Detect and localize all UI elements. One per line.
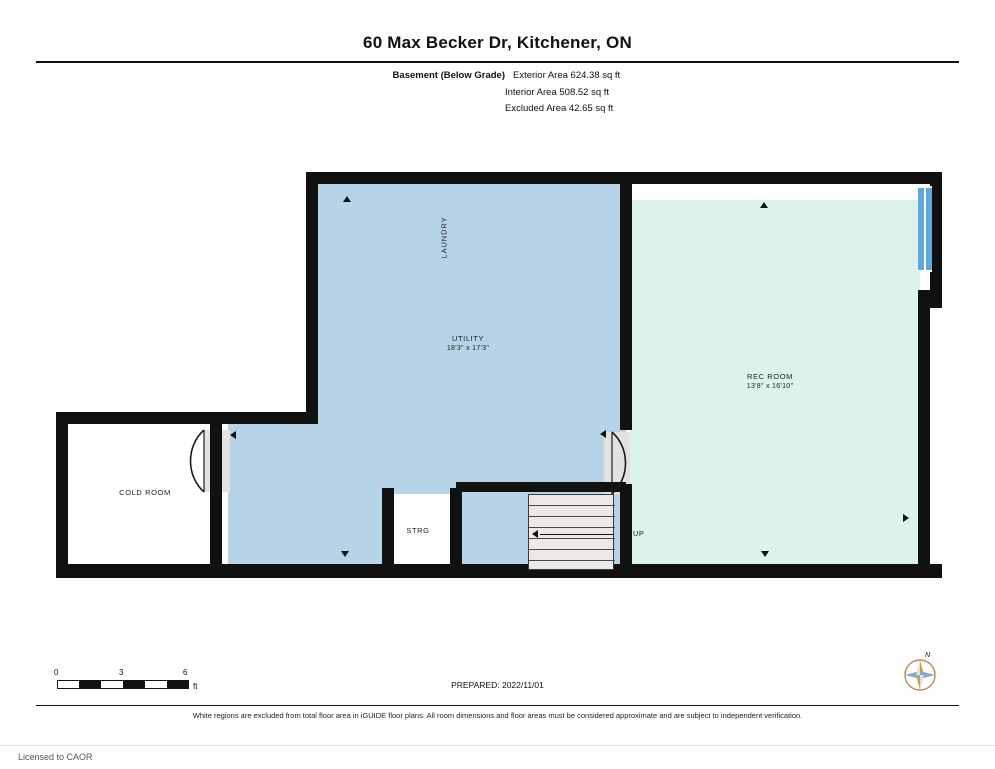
direction-arrow	[343, 196, 351, 202]
utility-dimensions: 18'3" x 17'3"	[446, 345, 490, 352]
room-label-utility	[408, 334, 528, 354]
disclaimer-text: White regions are excluded from total floor area in iGUIDE floor plans. All room dimensions and floor areas must be considered approximate and are subject to independent verification.	[192, 711, 803, 720]
room-label-rec-room	[710, 372, 830, 392]
scale-tick-3: 3	[119, 668, 124, 677]
interior-area: Interior Area 508.52 sq ft	[505, 86, 610, 98]
area-row	[300, 68, 820, 85]
window-line	[924, 186, 926, 272]
direction-arrow	[341, 551, 349, 557]
direction-arrow	[600, 430, 606, 438]
wall-left-top	[56, 412, 318, 424]
rec-room-dimensions: 13'8" x 16'10"	[746, 383, 794, 390]
area-summary	[300, 68, 820, 118]
room-label-laundry: LAUNDRY	[439, 216, 449, 259]
title-divider	[36, 61, 959, 63]
rec-room-name: REC ROOM	[746, 372, 794, 381]
staircase	[528, 494, 614, 570]
area-row	[300, 85, 820, 102]
direction-arrow	[761, 551, 769, 557]
spacer	[300, 101, 505, 118]
direction-arrow	[903, 514, 909, 522]
wall-left	[56, 412, 68, 578]
cold-room-door-icon	[186, 426, 232, 496]
rec-room-door-icon	[584, 428, 630, 498]
stairs-up-label: UP	[633, 529, 645, 538]
wall-bottom	[56, 564, 942, 578]
scale-tick-6: 6	[183, 668, 188, 677]
wall-strg-right	[450, 488, 462, 578]
window-line	[918, 270, 932, 272]
stair-direction-arrow	[532, 530, 538, 538]
wall-utility-left	[306, 172, 318, 424]
room-label-cold-room: COLD ROOM	[119, 488, 171, 497]
floor-plan-drawing	[0, 150, 995, 610]
compass-icon	[900, 655, 940, 695]
wall-utility-right	[620, 172, 632, 430]
scale-tick-0: 0	[54, 668, 59, 677]
stair-direction-line	[540, 534, 614, 535]
disclaimer-divider	[36, 705, 959, 706]
scale-unit-label: ft	[193, 682, 198, 691]
page-title: 60 Max Becker Dr, Kitchener, ON	[363, 33, 632, 52]
area-row	[300, 101, 820, 118]
excluded-area: Excluded Area 42.65 sq ft	[505, 103, 614, 114]
spacer	[300, 85, 505, 102]
room-label-strg: STRG	[406, 526, 430, 535]
utility-name: UTILITY	[451, 334, 485, 343]
wall-right-lower	[918, 290, 930, 576]
license-text: Licensed to CAOR	[18, 752, 93, 762]
compass-north-label: N	[925, 652, 931, 659]
direction-arrow	[230, 431, 236, 439]
direction-arrow	[760, 202, 768, 208]
prepared-date: PREPARED: 2022/11/01	[451, 680, 544, 690]
exterior-area: Exterior Area 624.38 sq ft	[513, 70, 621, 81]
level-label: Basement (Below Grade)	[392, 70, 505, 81]
license-bar	[0, 745, 995, 769]
